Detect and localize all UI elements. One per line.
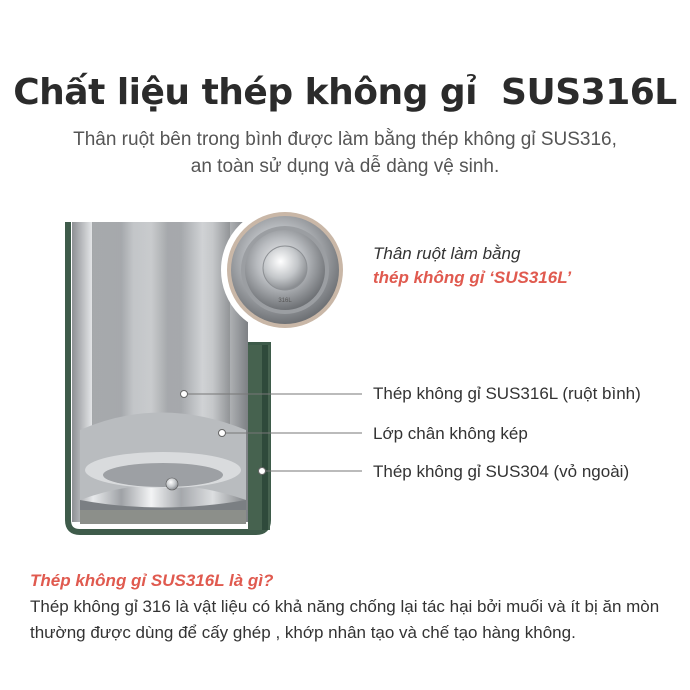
- subtitle-line-1: Thân ruột bên trong bình được làm bằng thép không gỉ SUS316,: [73, 129, 617, 150]
- lid-detail-inset: [223, 208, 347, 332]
- label-vacuum-layer: Lớp chân không kép: [373, 424, 528, 443]
- page-title: Chất liệu thép không gỉ SUS316L: [13, 72, 677, 113]
- callout-line-2: thép không gỉ ‘SUS316L’: [373, 268, 572, 287]
- lid-marking: 316L: [278, 298, 292, 304]
- faq-answer-line-2: thường được dùng để cấy ghép , khớp nhân tạo và chế tạo hàng không.: [30, 623, 576, 642]
- callout-line-1: Thân ruột làm bằng: [373, 244, 521, 263]
- label-inner-steel: Thép không gỉ SUS316L (ruột bình): [373, 384, 641, 403]
- faq-question: Thép không gỉ SUS316L là gì?: [30, 571, 274, 590]
- subtitle-line-2: an toàn sử dụng và dễ dàng vệ sinh.: [190, 156, 500, 177]
- label-outer-steel: Thép không gỉ SUS304 (vỏ ngoài): [373, 462, 630, 481]
- faq-answer-line-1: Thép không gỉ 316 là vật liệu có khả năng chống lại tác hại bởi muối và ít bị ăn mòn: [30, 597, 660, 616]
